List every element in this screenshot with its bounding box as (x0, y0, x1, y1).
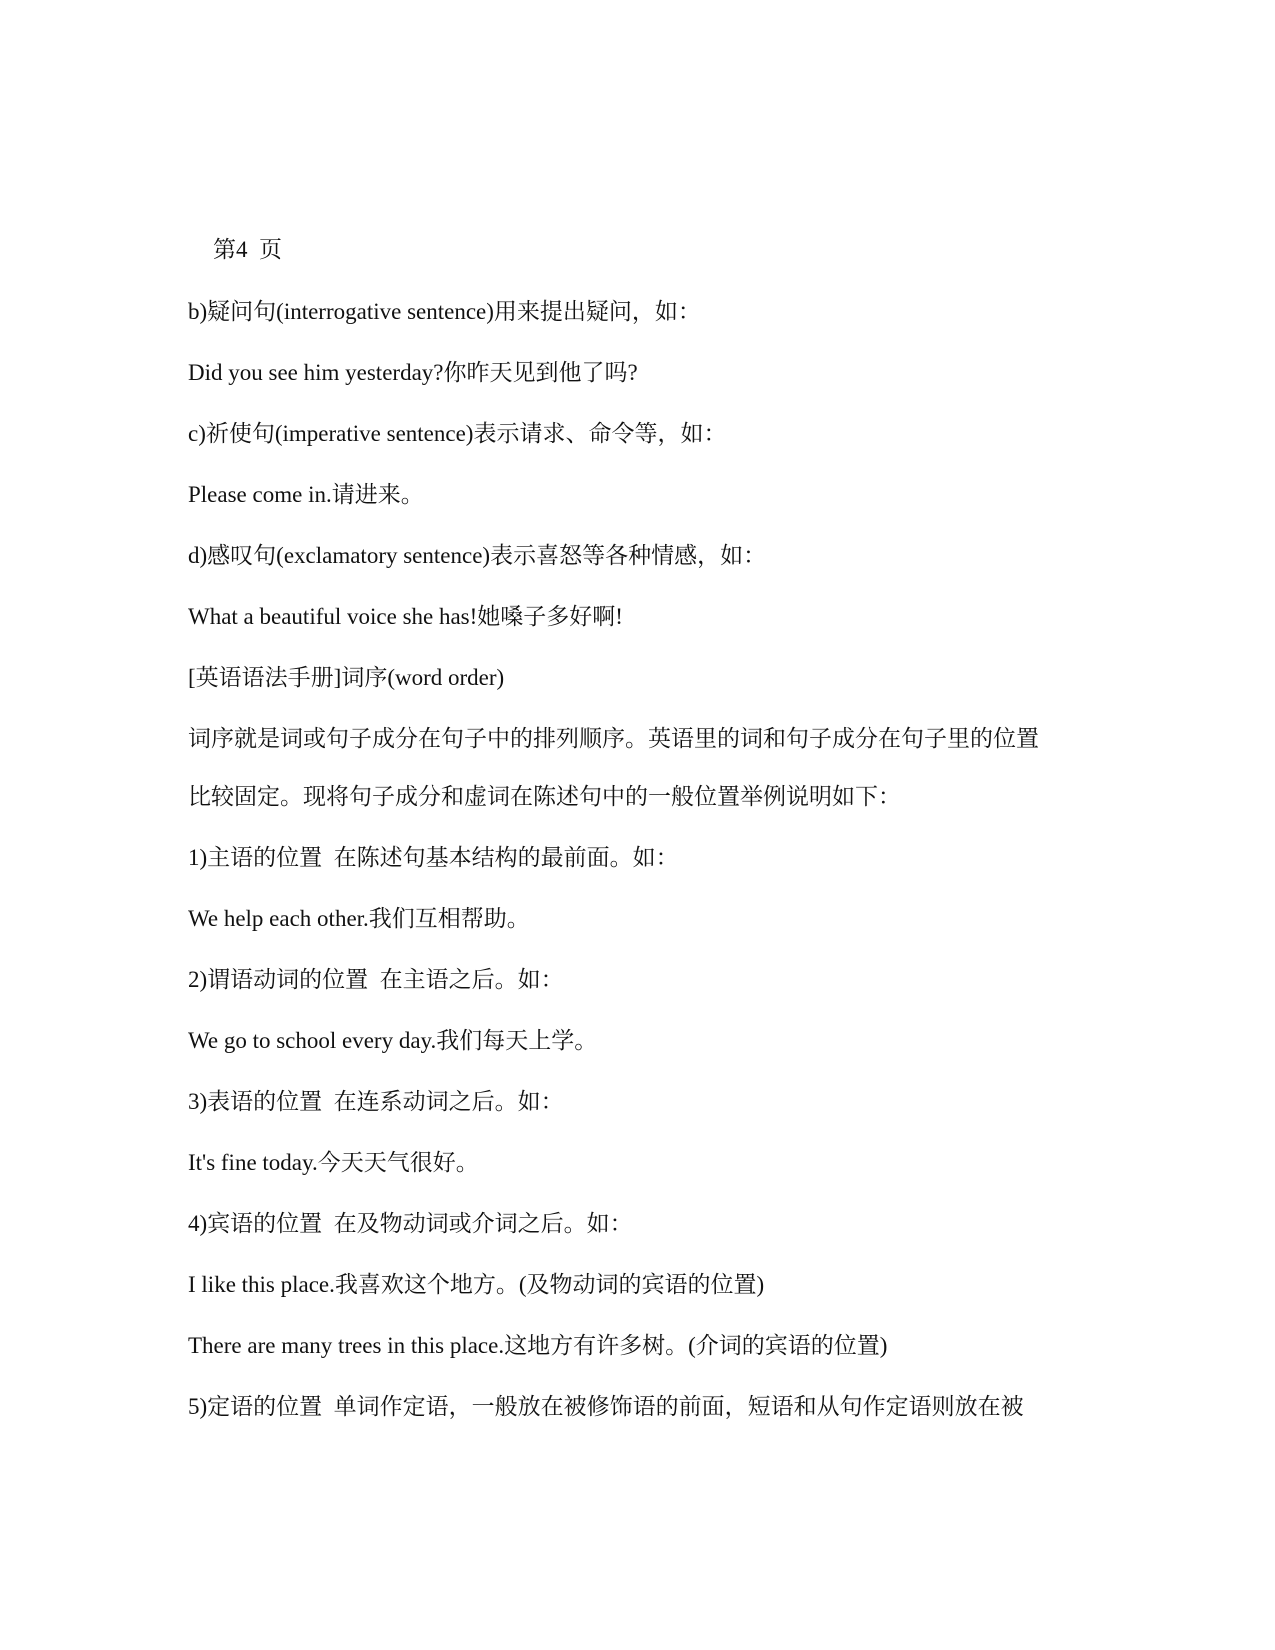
example-predicative-position: It's fine today.今天天气很好。 (188, 1150, 479, 1175)
paragraph-subject-position: 1)主语的位置 在陈述句基本结构的最前面。如： (188, 845, 679, 870)
page-number: 第4 页 (213, 237, 282, 262)
example-object-preposition: There are many trees in this place.这地方有许多树。(介词的宾语的位置) (188, 1333, 888, 1358)
paragraph-object-position: 4)宾语的位置 在及物动词或介词之后。如： (188, 1211, 633, 1236)
paragraph-predicate-position: 2)谓语动词的位置 在主语之后。如： (188, 967, 564, 992)
paragraph-attribute-position: 5)定语的位置 单词作定语，一般放在被修饰语的前面，短语和从句作定语则放在被 (188, 1394, 1024, 1419)
section-heading-word-order: [英语语法手册]词序(word order) (188, 665, 505, 690)
paragraph-word-order-intro: 比较固定。现将句子成分和虚词在陈述句中的一般位置举例说明如下： (188, 784, 901, 809)
example-imperative: Please come in.请进来。 (188, 482, 424, 507)
paragraph-exclamatory: d)感叹句(exclamatory sentence)表示喜怒等各种情感，如： (188, 543, 767, 568)
example-exclamatory: What a beautiful voice she has!她嗓子多好啊! (188, 604, 623, 629)
paragraph-predicative-position: 3)表语的位置 在连系动词之后。如： (188, 1089, 564, 1114)
example-predicate-position: We go to school every day.我们每天上学。 (188, 1028, 598, 1053)
paragraph-interrogative: b)疑问句(interrogative sentence)用来提出疑问，如： (188, 299, 701, 324)
paragraph-imperative: c)祈使句(imperative sentence)表示请求、命令等，如： (188, 421, 727, 446)
example-object-verb: I like this place.我喜欢这个地方。(及物动词的宾语的位置) (188, 1272, 765, 1297)
paragraph-word-order-definition: 词序就是词或句子成分在句子中的排列顺序。英语里的词和句子成分在句子里的位置 (188, 726, 1039, 751)
document-body (188, 297, 1098, 1453)
example-subject-position: We help each other.我们互相帮助。 (188, 906, 530, 931)
example-interrogative: Did you see him yesterday?你昨天见到他了吗? (188, 360, 638, 385)
